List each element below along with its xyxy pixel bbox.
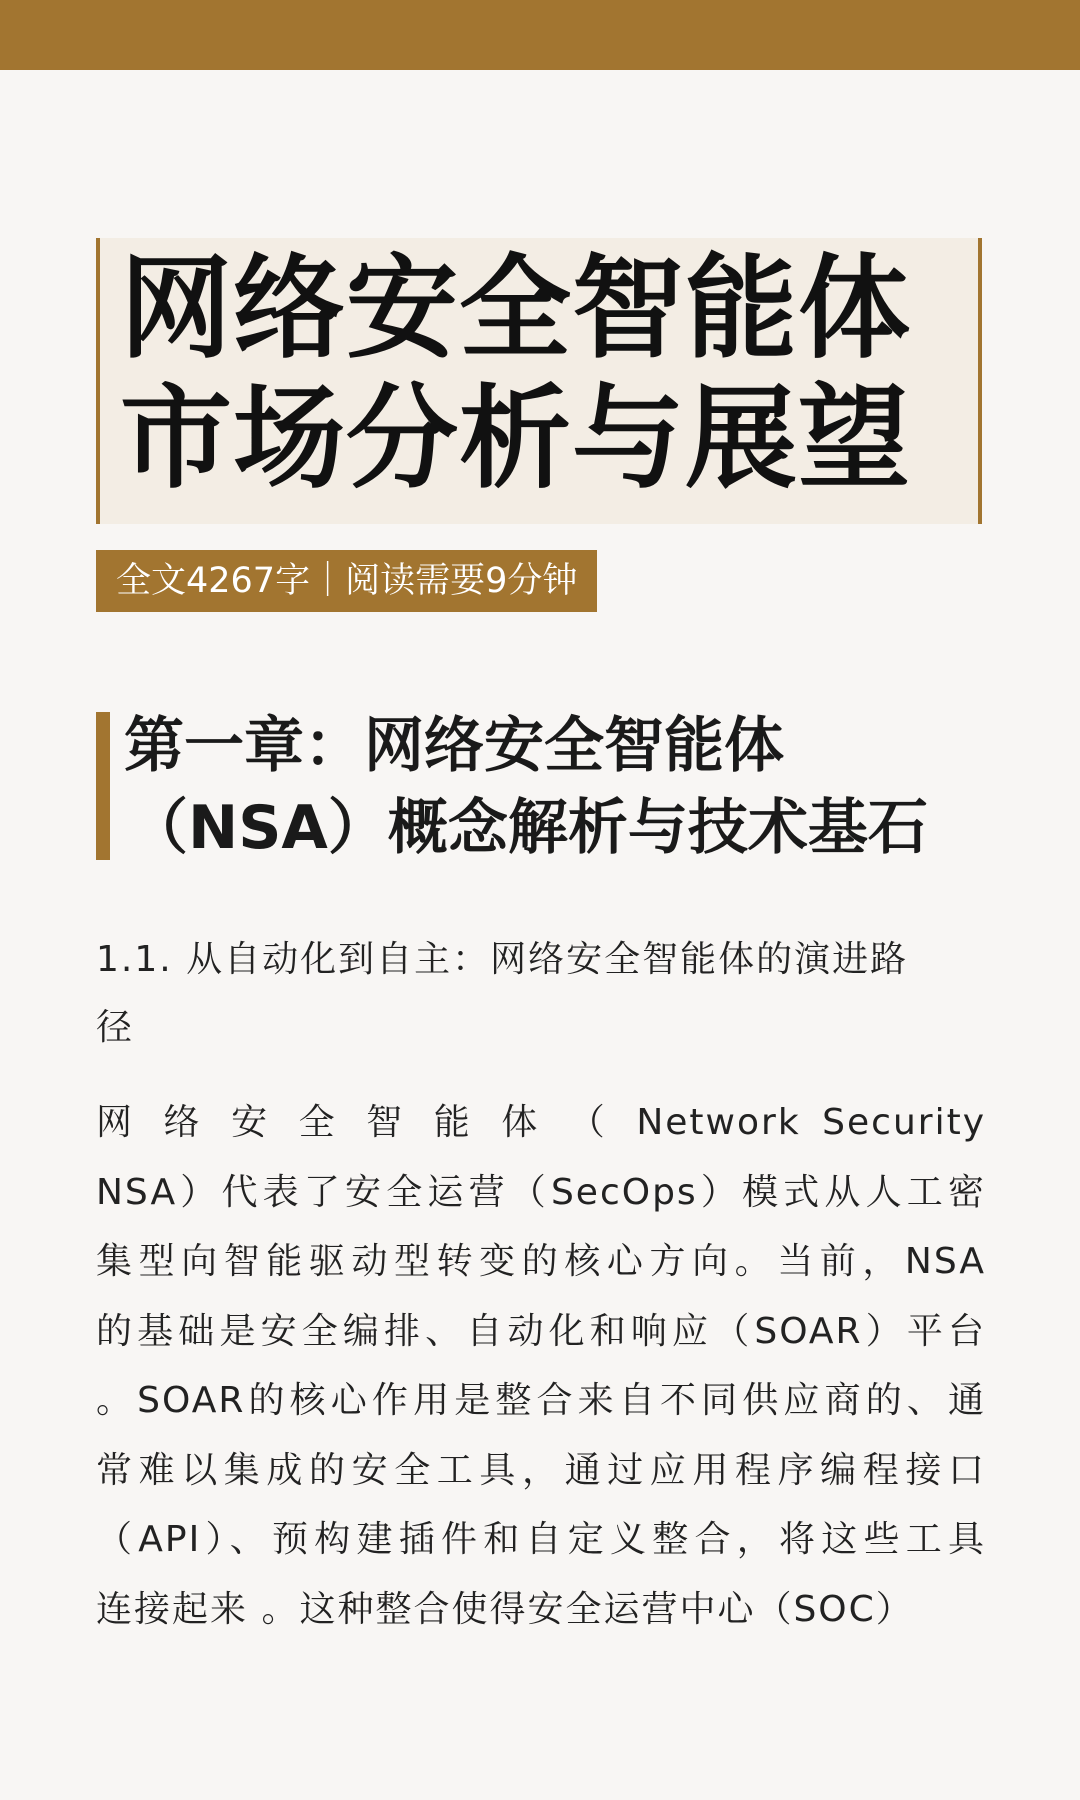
paragraph-line: NSA）代表了安全运营（SecOps）模式从人工密: [96, 1171, 986, 1213]
section-heading: [96, 926, 986, 1062]
paragraph-line: 网 络 安 全 智 能 体 （ Network Security: [96, 1102, 986, 1143]
paragraph-line: （API）、预构建插件和自定义整合，将这些工具: [96, 1519, 986, 1560]
page-title-line-1: 网络安全智能体: [120, 244, 911, 374]
paragraph-line: 。SOAR的核心作用是整合来自不同供应商的、通: [96, 1380, 986, 1421]
top-accent-bar: [0, 0, 1080, 70]
chapter-accent-bar: [96, 712, 110, 860]
reading-info-badge: 全文4267字｜阅读需要9分钟: [96, 550, 597, 612]
paragraph-line: 的基础是安全编排、自动化和响应（SOAR）平台: [96, 1310, 986, 1352]
paragraph-line: 集型向智能驱动型转变的核心方向。当前，NSA: [96, 1241, 986, 1282]
chapter-heading-line-2: （NSA）概念解析与技术基石: [128, 793, 928, 863]
paragraph-line: 连接起来 。这种整合使得安全运营中心（SOC）: [96, 1588, 914, 1630]
chapter-heading-line-1: 第一章：网络安全智能体: [124, 711, 784, 781]
page-title-line-2: 市场分析与展望: [120, 374, 911, 504]
section-heading-line-2: 径: [96, 1007, 135, 1048]
paragraph-line: 常难以集成的安全工具，通过应用程序编程接口: [96, 1449, 986, 1491]
body-paragraph: [96, 1088, 986, 1644]
section-heading-line-1: 1.1. 从自动化到自主：网络安全智能体的演进路: [96, 939, 909, 980]
title-block: [96, 238, 982, 524]
